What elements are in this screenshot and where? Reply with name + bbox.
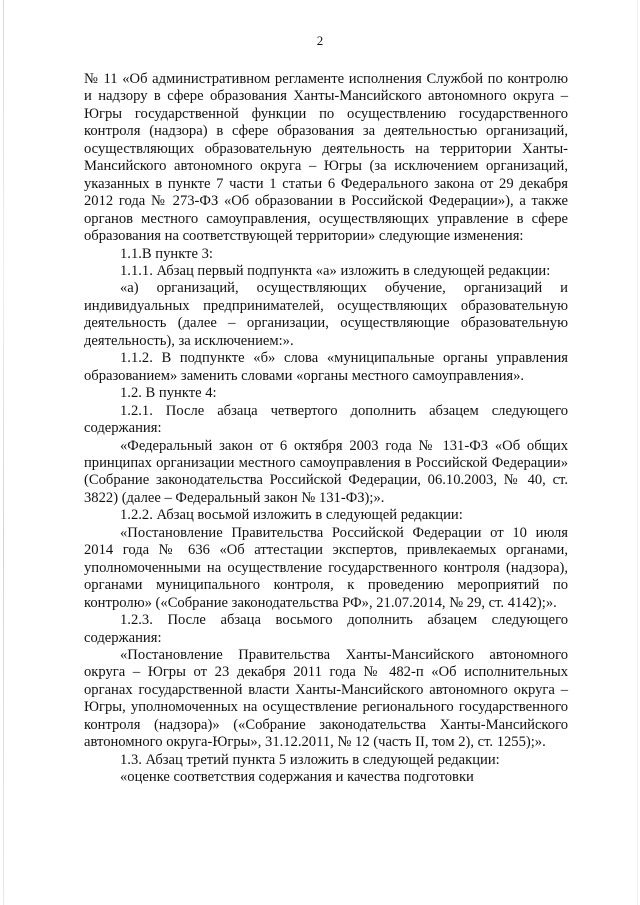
- paragraph-quote-federal-law: «Федеральный закон от 6 октября 2003 года № 131-ФЗ «Об общих принципах организации местного самоуправления в Российской Федерации» (Собрание законодательства Российской Федерации, 06.10.2003, № 40, ст. 3822) (далее – Федеральный закон № 131-ФЗ);».: [84, 437, 568, 506]
- paragraph-continuation: № 11 «Об административном регламенте исполнения Службой по контролю и надзору в сфере образования Ханты-Мансийского автономного округа – Югры государственной функции по осуществлению государственного контроля (надзора) в сфере образования за деятельностью организаций, осуществляющих образовательную деятельность на территории Ханты-Мансийского автономного округа – Югры (за исключением организаций, указанных в пункте 7 части 1 статьи 6 Федерального закона от 29 декабря 2012 года № 273-ФЗ «Об образовании в Российской Федерации»), а также органов местного самоуправления, осуществляющих управление в сфере образования на соответствующей территории» следующие изменения:: [84, 71, 568, 245]
- paragraph-quote-assessment: «оценке соответствия содержания и качества подготовки: [120, 769, 474, 786]
- paragraph-quote-government-decree: «Постановление Правительства Российской Федерации от 10 июля 2014 года № 636 «Об аттестации экспертов, привлекаемых органами, уполномоченными на осуществление государственного контроля (надзора), органами муниципального контроля, к проведению мероприятий по контролю» («Собрание законодательства РФ», 21.07.2014, № 29, ст. 4142);».: [84, 524, 568, 611]
- paragraph-clause-1-1-1: 1.1.1. Абзац первый подпункта «а» изложить в следующей редакции:: [120, 262, 551, 279]
- paragraph-clause-1-2-3: 1.2.3. После абзаца восьмого дополнить абзацем следующего содержания:: [84, 612, 568, 646]
- paragraph-clause-1-1-2: 1.1.2. В подпункте «б» слова «муниципальные органы управления образованием» заменить словами «органы местного самоуправления».: [84, 350, 568, 384]
- scan-edge-right: [637, 0, 638, 905]
- paragraph-quote-regional-decree: «Постановление Правительства Ханты-Мансийского автономного округа – Югры от 23 декабря 2011 года № 482-п «Об исполнительных органах государственной власти Ханты-Мансийского автономного округа – Югры, уполномоченных на осуществление регионального государственного контроля (надзора)» («Собрание законодательства Ханты-Мансийского автономного округа-Югры», 31.12.2011, № 12 (часть II, том 2), ст. 1255);».: [84, 646, 568, 751]
- paragraph-clause-1-2: 1.2. В пункте 4:: [120, 385, 217, 402]
- page-number: 2: [316, 33, 324, 48]
- scan-edge-left: [3, 0, 4, 905]
- paragraph-clause-1-2-1: 1.2.1. После абзаца четвертого дополнить абзацем следующего содержания:: [84, 402, 568, 437]
- paragraph-clause-1-2-2: 1.2.2. Абзац восьмой изложить в следующей редакции:: [120, 507, 463, 524]
- paragraph-clause-1-1: 1.1.В пункте 3:: [120, 245, 213, 262]
- document-body: [84, 71, 568, 787]
- paragraph-clause-1-3: 1.3. Абзац третий пункта 5 изложить в следующей редакции:: [120, 751, 500, 768]
- paragraph-quote-a: «а) организаций, осуществляющих обучение, организаций и индивидуальных предпринимателей, осуществляющих образовательную деятельность (далее – организации, осуществляющие образовательную деятельность), за исключением:».: [84, 280, 568, 349]
